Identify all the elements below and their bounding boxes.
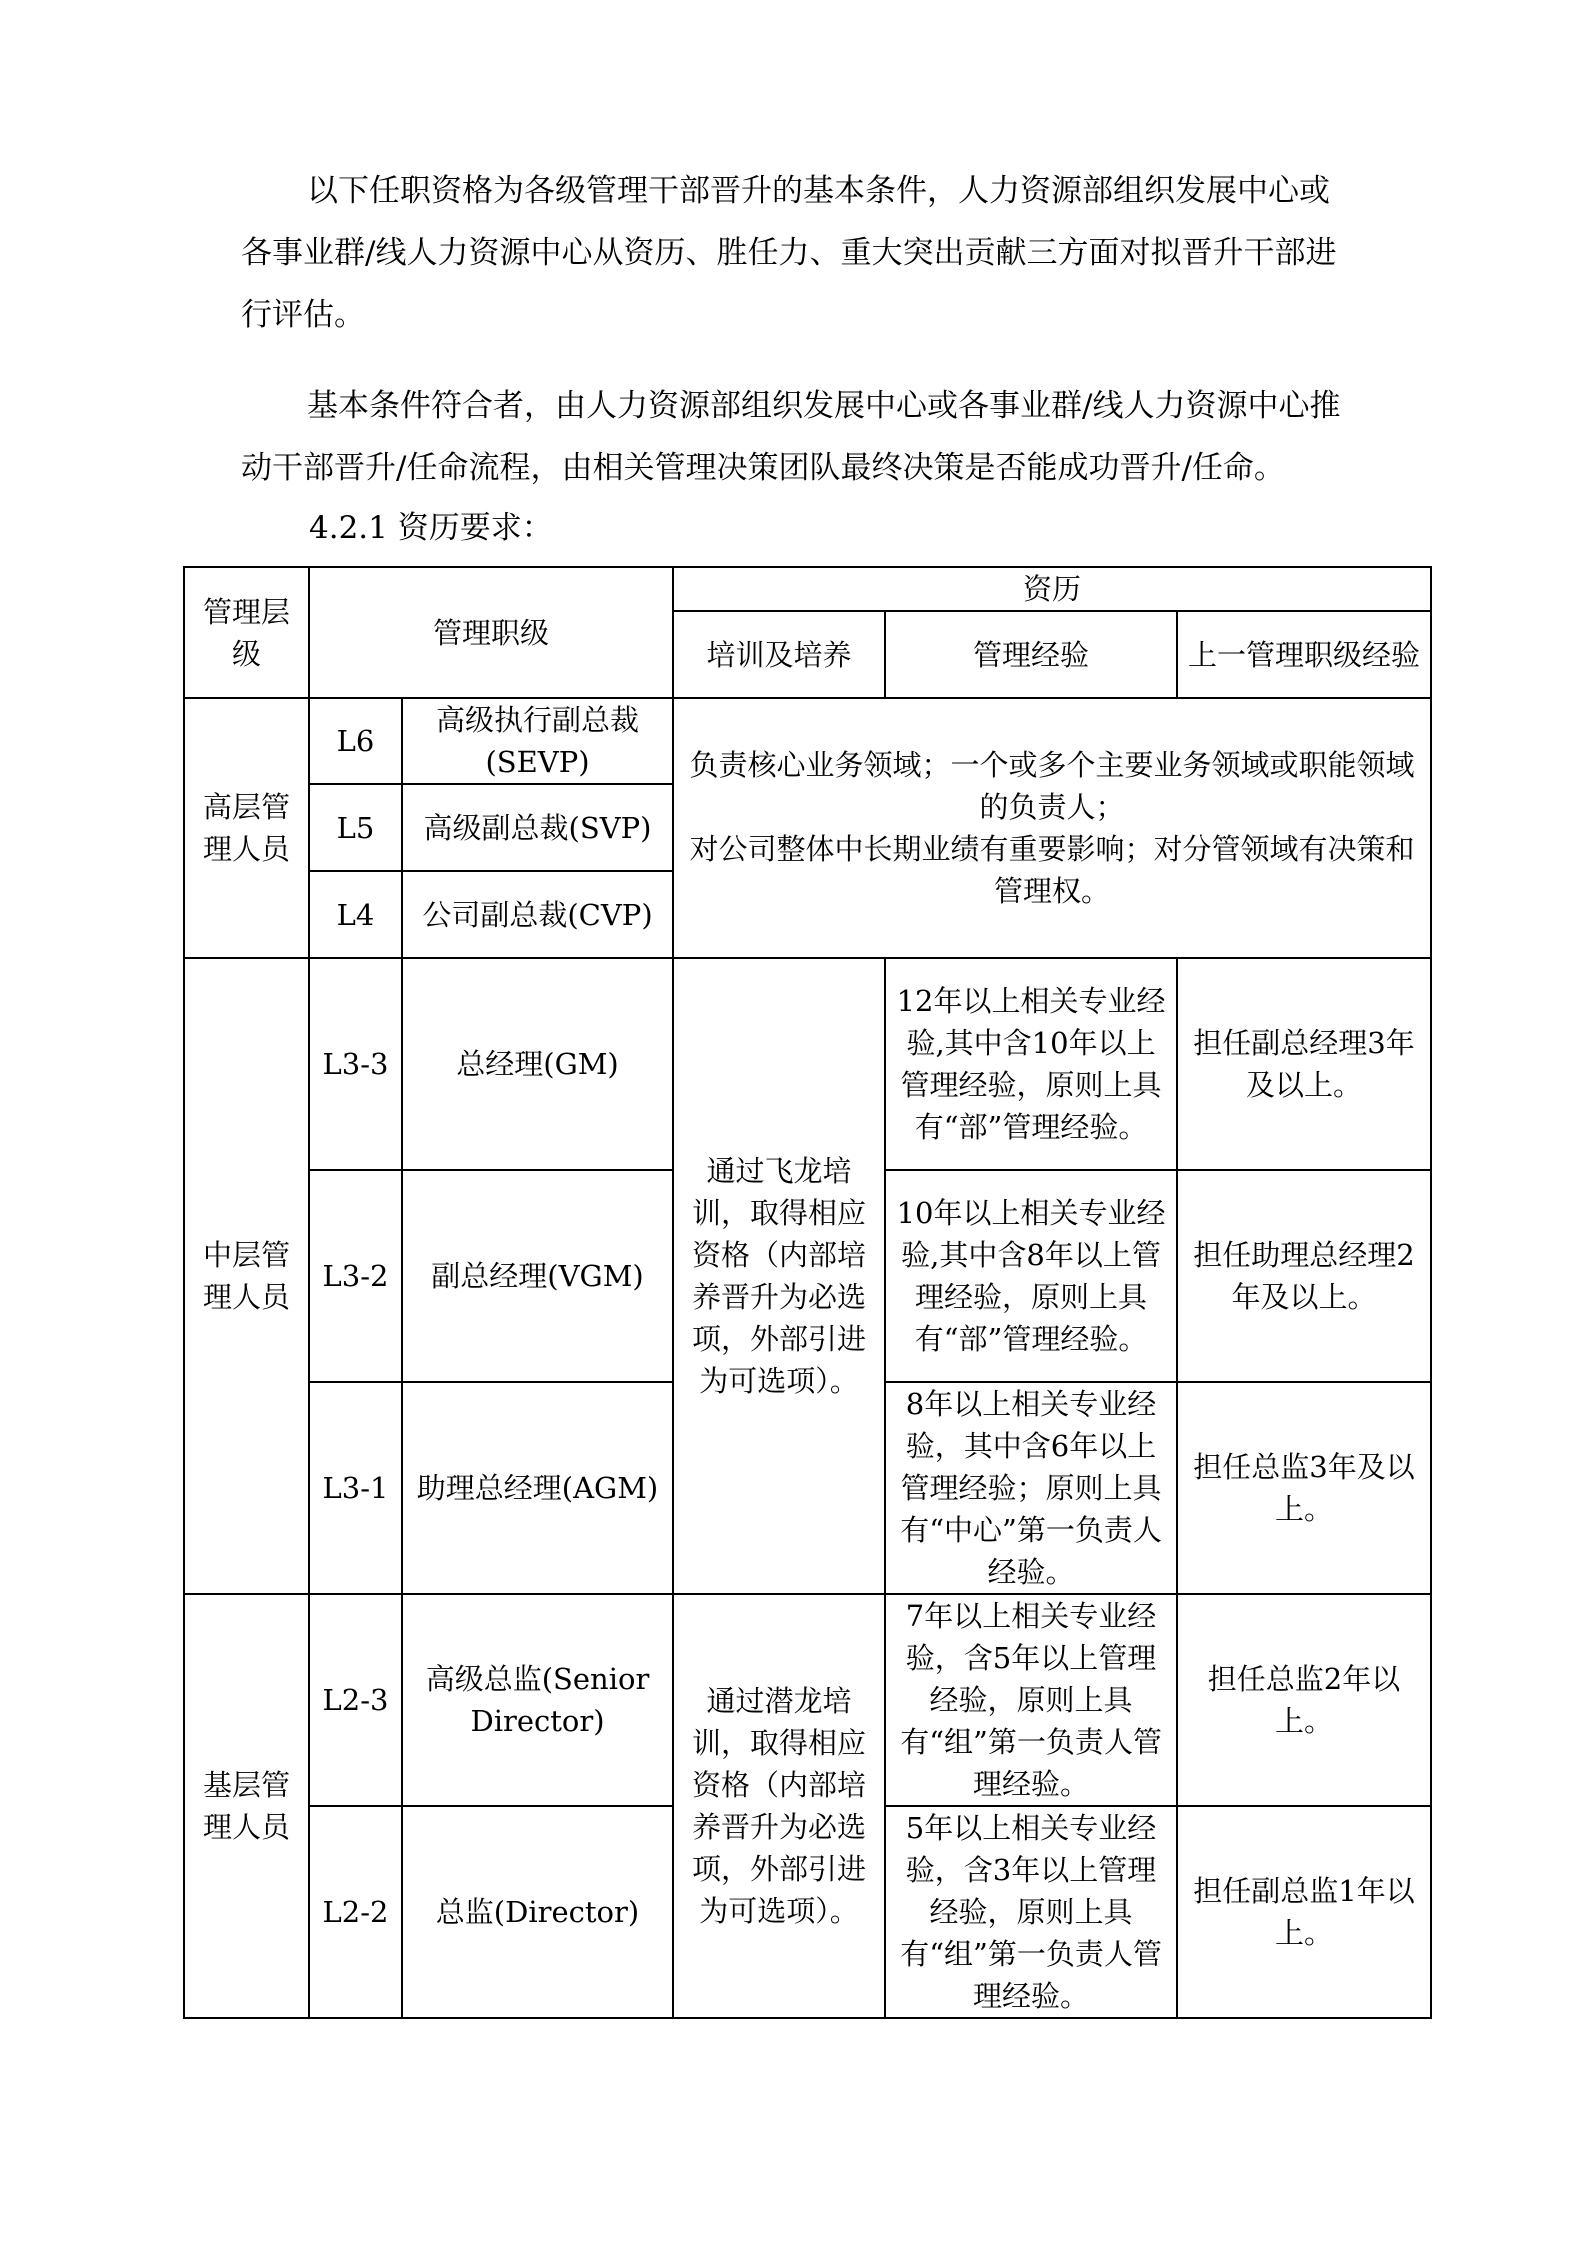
senior-description: 负责核心业务领域；一个或多个主要业务领域或职能领域的负责人； 对公司整体中长期业绩有重要影响；对分管领域有决策和管理权。 — [673, 698, 1431, 958]
tier-senior: 高层管理人员 — [184, 698, 309, 958]
junior-training: 通过潜龙培训，取得相应资格（内部培养晋升为必选项，外部引进为可选项）。 — [673, 1594, 885, 2018]
level-title: 高级总监(Senior Director) — [402, 1594, 673, 1806]
section-heading: 4.2.1 资历要求： — [309, 510, 553, 546]
level-title: 助理总经理(AGM) — [402, 1382, 673, 1594]
previous-rank-experience: 担任副总监1年以上。 — [1177, 1806, 1431, 2018]
management-experience: 12年以上相关专业经验,其中含10年以上管理经验，原则上具有“部”管理经验。 — [885, 958, 1177, 1170]
header-management-experience: 管理经验 — [885, 611, 1177, 698]
previous-rank-experience: 担任总监2年以上。 — [1177, 1594, 1431, 1806]
level-code: L5 — [309, 784, 402, 871]
management-experience: 5年以上相关专业经验，含3年以上管理经验，原则上具有“组”第一负责人管理经验。 — [885, 1806, 1177, 2018]
previous-rank-experience: 担任副总经理3年及以上。 — [1177, 958, 1431, 1170]
table-row — [184, 958, 1431, 1170]
header-row-1 — [184, 567, 1431, 611]
previous-rank-experience: 担任总监3年及以上。 — [1177, 1382, 1431, 1594]
tier-middle: 中层管理人员 — [184, 958, 309, 1594]
level-code: L3-2 — [309, 1170, 402, 1382]
level-title: 高级执行副总裁(SEVP) — [402, 698, 673, 784]
table-row — [184, 698, 1431, 784]
level-code: L3-1 — [309, 1382, 402, 1594]
level-title: 总经理(GM) — [402, 958, 673, 1170]
level-code: L2-2 — [309, 1806, 402, 2018]
table-row — [184, 1594, 1431, 1806]
management-experience: 8年以上相关专业经验，其中含6年以上管理经验；原则上具有“中心”第一负责人经验。 — [885, 1382, 1177, 1594]
level-title: 副总经理(VGM) — [402, 1170, 673, 1382]
level-code: L2-3 — [309, 1594, 402, 1806]
header-management-rank: 管理职级 — [309, 567, 673, 698]
header-qualifications: 资历 — [673, 567, 1431, 611]
middle-training: 通过飞龙培训，取得相应资格（内部培养晋升为必选项，外部引进为可选项）。 — [673, 958, 885, 1594]
tier-junior: 基层管理人员 — [184, 1594, 309, 2018]
management-experience: 10年以上相关专业经验,其中含8年以上管理经验，原则上具有“部”管理经验。 — [885, 1170, 1177, 1382]
level-title: 公司副总裁(CVP) — [402, 871, 673, 958]
intro-paragraph-1: 以下任职资格为各级管理干部晋升的基本条件，人力资源部组织发展中心或各事业群/线人力资源中心从资历、胜任力、重大突出贡献三方面对拟晋升干部进行评估。 — [241, 173, 1337, 333]
header-training: 培训及培养 — [673, 611, 885, 698]
previous-rank-experience: 担任助理总经理2年及以上。 — [1177, 1170, 1431, 1382]
level-title: 高级副总裁(SVP) — [402, 784, 673, 871]
level-code: L6 — [309, 698, 402, 784]
level-title: 总监(Director) — [402, 1806, 673, 2018]
qualification-table — [183, 566, 1432, 2019]
management-experience: 7年以上相关专业经验，含5年以上管理经验，原则上具有“组”第一负责人管理经验。 — [885, 1594, 1177, 1806]
level-code: L3-3 — [309, 958, 402, 1170]
header-management-tier: 管理层级 — [184, 567, 309, 698]
level-code: L4 — [309, 871, 402, 958]
intro-paragraph-2: 基本条件符合者，由人力资源部组织发展中心或各事业群/线人力资源中心推动干部晋升/任命流程，由相关管理决策团队最终决策是否能成功晋升/任命。 — [241, 388, 1341, 486]
header-previous-rank-experience: 上一管理职级经验 — [1177, 611, 1431, 698]
